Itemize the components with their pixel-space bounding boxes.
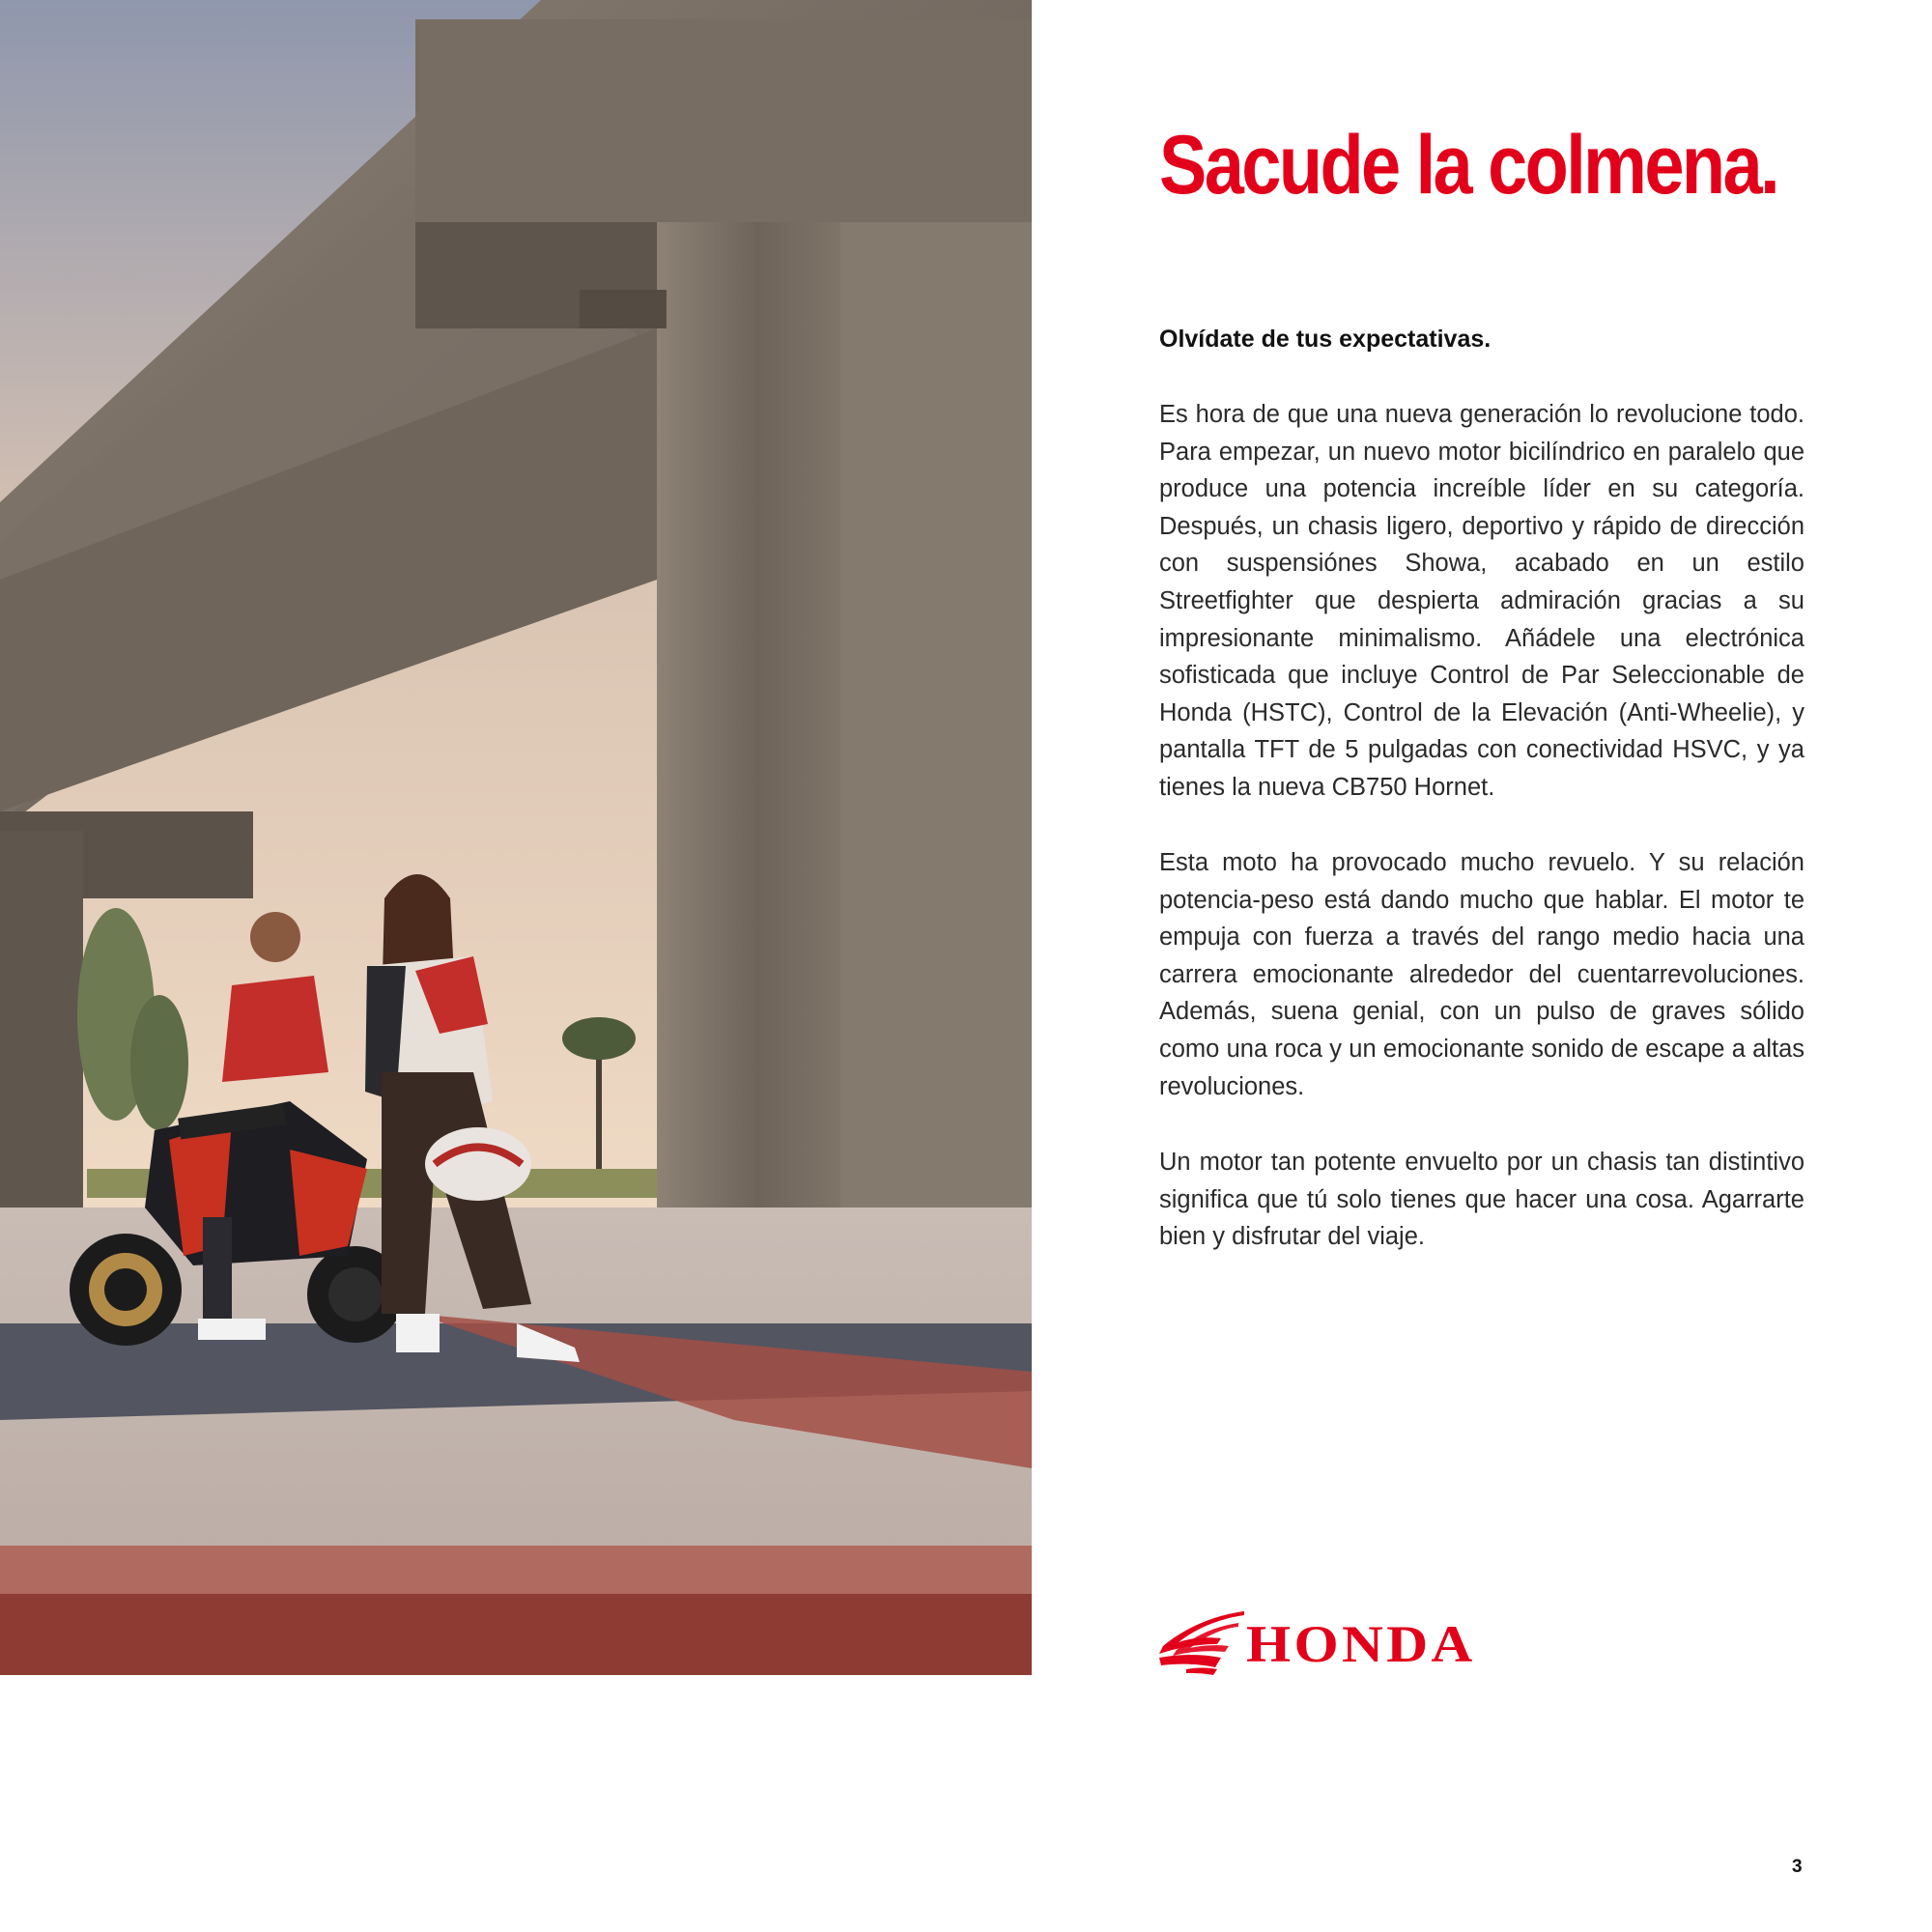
headline: Sacude la colmena. <box>1159 119 1778 212</box>
hero-photo-illustration <box>0 0 1032 1675</box>
subheadline: Olvídate de tus expectativas. <box>1159 326 1492 353</box>
brand-name: HONDA <box>1246 1615 1476 1673</box>
body-paragraph-3: Un motor tan potente envuelto por un chasis tan distintivo significa que tú solo tienes que hacer una cosa. Agarrarte bien y disfrutar del viaje. <box>1159 1149 1804 1251</box>
honda-logo <box>1157 1609 1549 1675</box>
body-paragraph-2: Esta moto ha provocado mucho revuelo. Y su relación potencia-peso está dando mucho que hablar. El motor te empuja con fuerza a través del rango medio hacia una carrera emocionante alrededor del cuentarrevoluciones. Además, suena genial, con un pulso de graves sólido como una roca y un emocionante sonido de escape a altas revoluciones. <box>1159 849 1804 1100</box>
hero-photo <box>0 0 1032 1675</box>
body-paragraph-1: Es hora de que una nueva generación lo revolucione todo. Para empezar, un nuevo motor bicilíndrico en paralelo que produce una potencia increíble líder en su categoría. Después, un chasis ligero, deportivo y rápido de dirección con suspensiónes Showa, acabado en un estilo Streetfighter que despierta admiración gracias a su impresionante minimalismo. Añádele una electrónica sofisticada que incluye Control de Par Seleccionable de Honda (HSTC), Control de la Elevación (Anti-Wheelie), y pantalla TFT de 5 pulgadas con conectividad HSVC, y ya tienes la nueva CB750 Hornet. <box>1159 401 1804 801</box>
honda-wing-icon <box>1157 1609 1246 1675</box>
page-number: 3 <box>1792 1857 1803 1877</box>
